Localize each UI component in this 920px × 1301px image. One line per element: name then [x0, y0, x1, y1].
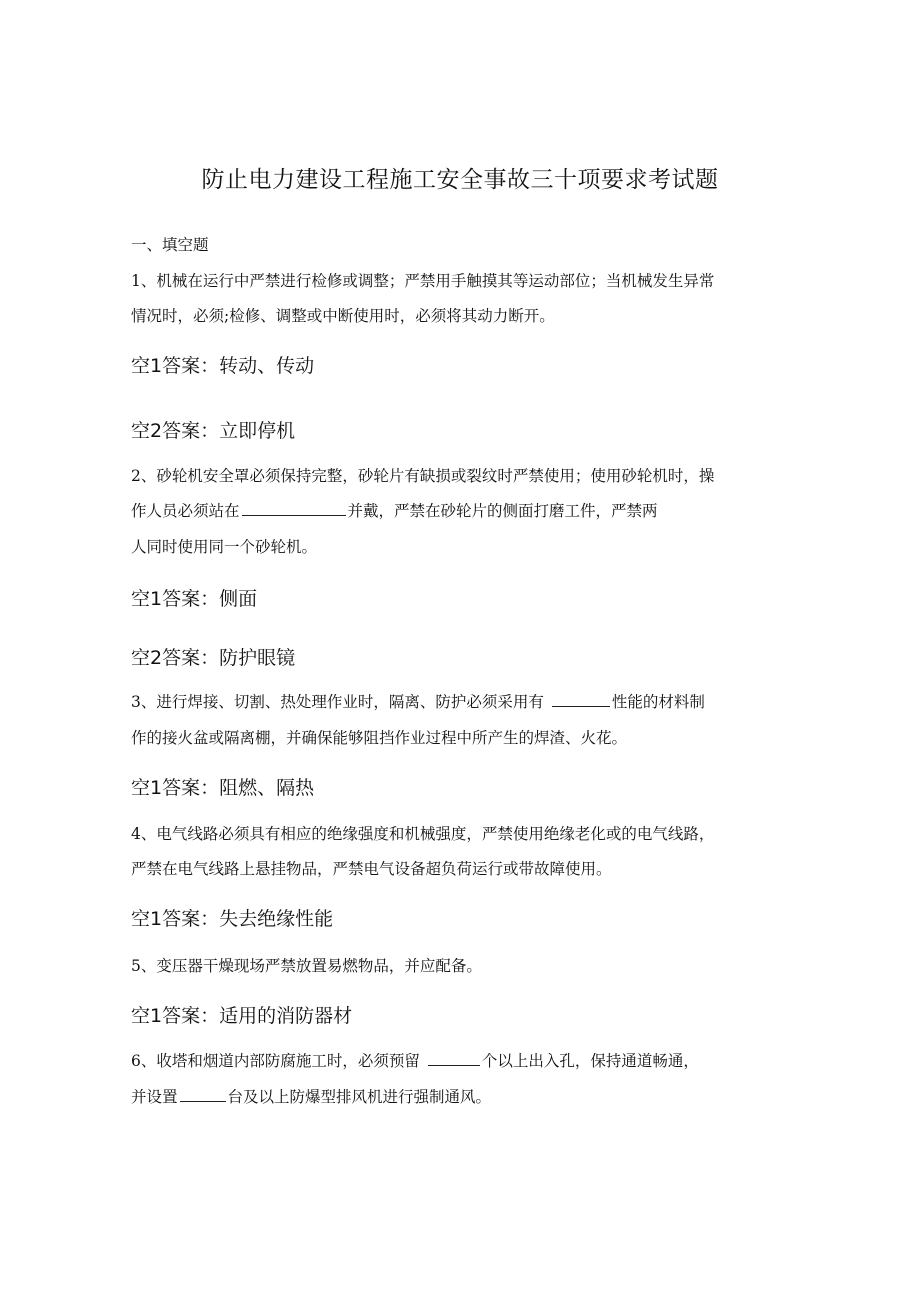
question-6-line-2-end: 台及以上防爆型排风机进行强制通风。: [227, 1088, 492, 1106]
question-1-line-2: 情况时，必须;检修、调整或中断使用时，必须将其动力断开。: [131, 307, 555, 325]
question-4-line-1: 4、电气线路必须具有相应的绝缘强度和机械强度，严禁使用绝缘老化或的电气线路，: [131, 825, 715, 843]
question-3-blank-1: [552, 692, 610, 707]
question-3-line-1-start: 3、进行焊接、切割、热处理作业时，隔离、防护必须采用有: [131, 693, 544, 711]
question-3-answer-1: 空1答案：阻燃、隔热: [131, 777, 315, 799]
question-2-line-2-start: 作人员必须站在: [131, 502, 240, 520]
question-1-answer-1: 空1答案：转动、传动: [131, 355, 315, 377]
question-3-line-1-end: 性能的材料制: [611, 693, 705, 711]
question-1-line-1: 1、机械在运行中严禁进行检修或调整；严禁用手触摸其等运动部位；当机械发生异常: [131, 272, 715, 290]
question-4-answer-1: 空1答案：失去绝缘性能: [131, 908, 334, 930]
question-6-line-1-start: 6、收塔和烟道内部防腐施工时，必须预留: [131, 1052, 420, 1070]
question-5-answer-1: 空1答案：适用的消防器材: [131, 1005, 353, 1027]
section-heading: 一、填空题: [131, 236, 209, 254]
question-6-blank-1: [428, 1051, 480, 1066]
question-3-line-1: [131, 691, 705, 713]
question-1-answer-2: 空2答案：立即停机: [131, 420, 296, 442]
question-2-line-2: [131, 500, 658, 522]
question-2-line-3: 人同时使用同一个砂轮机。: [131, 538, 318, 556]
question-2-line-1: 2、砂轮机安全罩必须保持完整，砂轮片有缺损或裂纹时严禁使用；使用砂轮机时，操: [131, 467, 715, 485]
question-4-line-2: 严禁在电气线路上悬挂物品，严禁电气设备超负荷运行或带故障使用。: [131, 860, 612, 878]
question-2-answer-1: 空1答案：侧面: [131, 588, 258, 610]
question-2-line-2-end: 并戴，严禁在砂轮片的侧面打磨工件，严禁两: [347, 502, 658, 520]
question-6-blank-2: [180, 1087, 226, 1102]
question-5-line-1: 5、变压器干燥现场严禁放置易燃物品，并应配备。: [131, 957, 482, 975]
question-6-line-2: [131, 1086, 491, 1108]
question-2-blank-1: [242, 501, 346, 516]
document-title: 防止电力建设工程施工安全事故三十项要求考试题: [201, 167, 719, 193]
question-2-answer-2: 空2答案：防护眼镜: [131, 647, 296, 669]
question-6-line-1: [131, 1050, 699, 1072]
question-3-line-2: 作的接火盆或隔离棚，并确保能够阻挡作业过程中所产生的焊渣、火花。: [131, 729, 628, 747]
question-6-line-2-start: 并设置: [131, 1088, 178, 1106]
question-6-line-1-end: 个以上出入孔，保持通道畅通，: [481, 1052, 699, 1070]
